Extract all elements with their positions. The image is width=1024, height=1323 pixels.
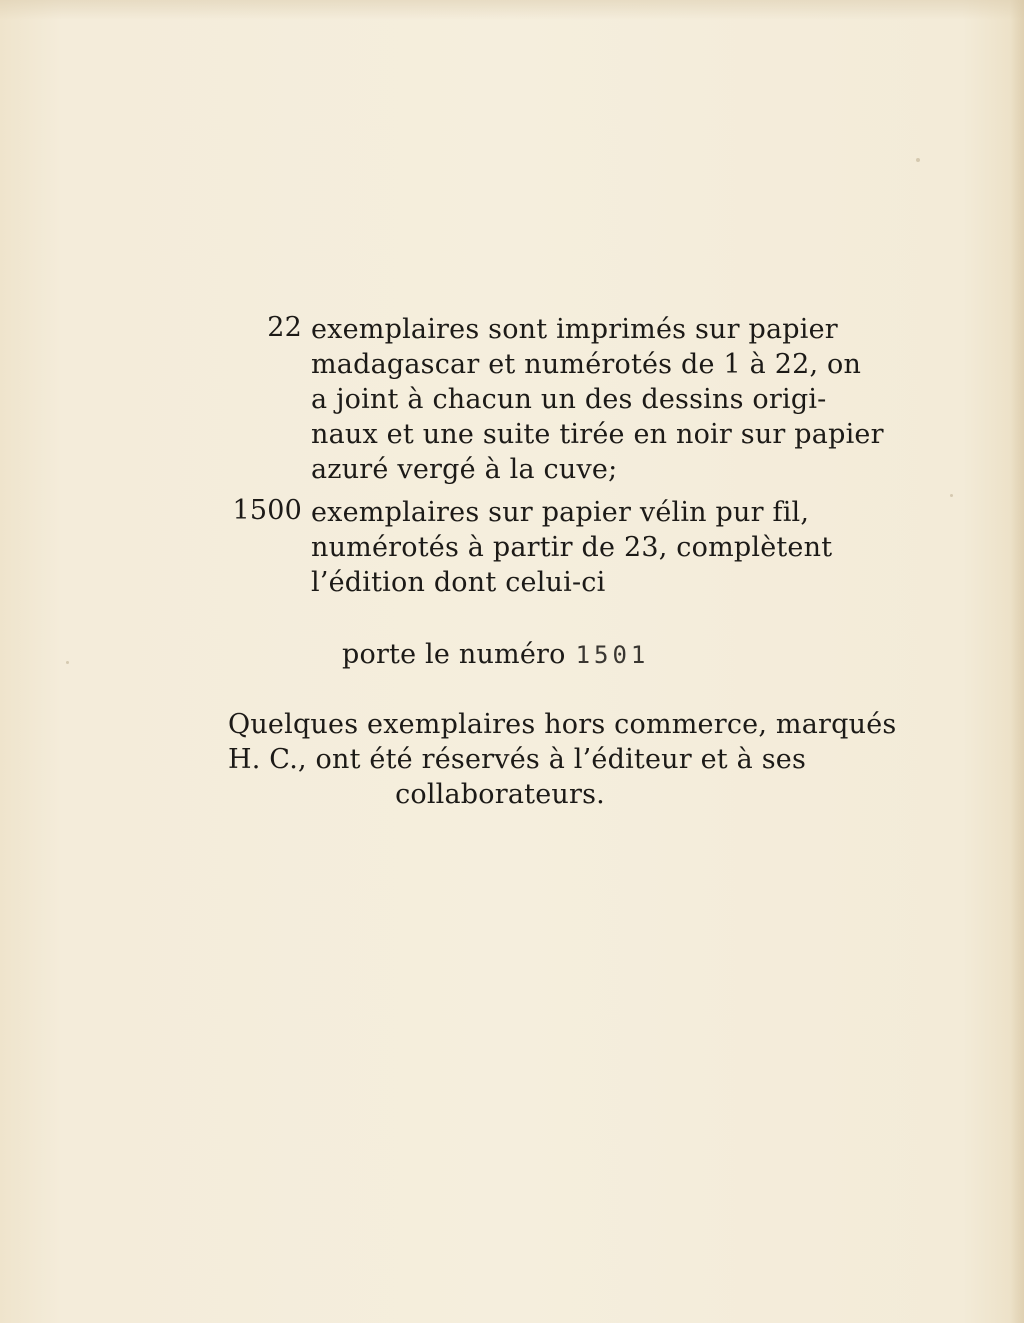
limitation-entry-madagascar [220, 312, 884, 492]
paper-speck [950, 494, 953, 497]
page-right-edge-shadow [1010, 0, 1024, 1323]
copy-number-label: porte le numéro [342, 639, 566, 670]
paper-speck [916, 158, 920, 162]
entry-line: azuré vergé à la cuve; [311, 454, 618, 485]
entry-line: a joint à chacun un des dessins origi- [311, 384, 827, 415]
entry-line: exemplaires sur papier vélin pur fil, [311, 497, 810, 528]
entry-line: exemplaires sont imprimés sur papier [311, 314, 838, 345]
entry-line: numérotés à partir de 23, complètent [311, 532, 833, 563]
entry-text [311, 495, 833, 600]
entry-line: naux et une suite tirée en noir sur papier [311, 419, 884, 450]
entry-line: madagascar et numérotés de 1 à 22, on [311, 349, 862, 380]
entry-line: l’édition dont celui-ci [311, 567, 606, 598]
copy-number-stamp: 1501 [575, 641, 650, 669]
copy-number-line [342, 636, 649, 674]
entry-text [311, 312, 884, 487]
note-line: Quelques exemplaires hors commerce, marqués [228, 709, 897, 740]
entry-count: 1500 [232, 495, 302, 526]
hors-commerce-note [228, 707, 897, 812]
page-top-edge-shadow [0, 0, 1024, 20]
note-line: H. C., ont été réservés à l’éditeur et à ses [228, 744, 807, 775]
entry-count: 22 [267, 312, 302, 343]
limitation-entry-velin [220, 495, 833, 605]
note-line: collaborateurs. [395, 779, 605, 810]
paper-speck [66, 661, 69, 664]
